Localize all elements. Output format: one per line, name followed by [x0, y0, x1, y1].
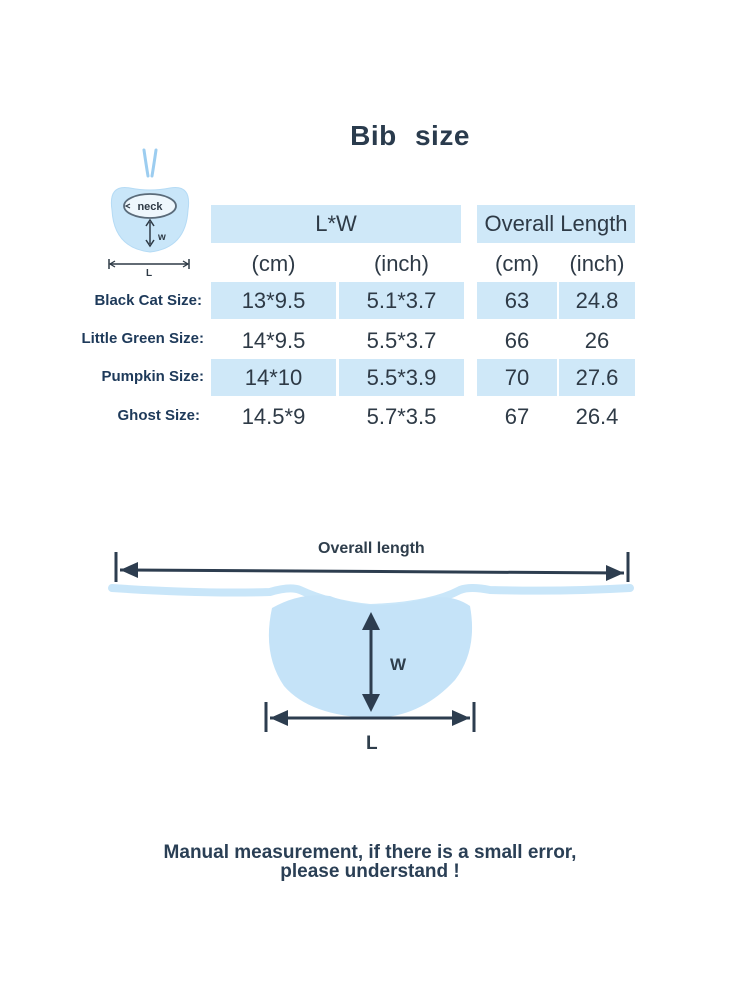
table-cell: 13*9.5	[211, 282, 336, 319]
l-dimension-label: L	[366, 733, 378, 754]
bib-size-icon	[100, 148, 200, 278]
table-cell: 5.5*3.9	[339, 359, 464, 396]
table-cell: 5.1*3.7	[339, 282, 464, 319]
unit-cm-overall: (cm)	[495, 251, 539, 276]
note-line-1: Manual measurement, if there is a small error,	[163, 842, 577, 863]
table-cell: 63	[477, 282, 557, 319]
table-cell: 5.7*3.5	[366, 403, 437, 429]
row-label: Black Cat Size:	[94, 292, 202, 309]
table-cell: 26	[584, 327, 610, 353]
note-line-2: please understand !	[280, 861, 460, 882]
table-cell: 67	[504, 403, 530, 429]
page-title: Bib size	[350, 120, 470, 151]
lw-header: L*W	[211, 205, 461, 243]
table-cell: 14.5*9	[241, 403, 306, 429]
table-cell: 66	[504, 327, 530, 353]
table-cell: 27.6	[559, 359, 635, 396]
unit-cm-lw: (cm)	[251, 251, 296, 276]
w-label: w	[158, 232, 166, 243]
table-cell: 14*9.5	[241, 327, 306, 353]
row-label: Pumpkin Size:	[101, 368, 204, 385]
table-cell: 70	[477, 359, 557, 396]
unit-inch-overall: (inch)	[569, 251, 625, 276]
row-label: Little Green Size:	[81, 330, 204, 347]
overall-length-header: Overall Length	[477, 205, 635, 243]
neck-label: neck	[137, 201, 163, 213]
table-cell: 5.5*3.7	[366, 327, 437, 353]
row-label: Ghost Size:	[117, 407, 200, 424]
w-dimension-label: W	[390, 655, 407, 674]
overall-length-label: Overall length	[318, 540, 425, 557]
l-label: L	[146, 268, 153, 278]
unit-inch-lw: (inch)	[373, 251, 429, 276]
table-cell: 26.4	[575, 403, 619, 429]
table-cell: 24.8	[559, 282, 635, 319]
table-cell: 14*10	[211, 359, 336, 396]
